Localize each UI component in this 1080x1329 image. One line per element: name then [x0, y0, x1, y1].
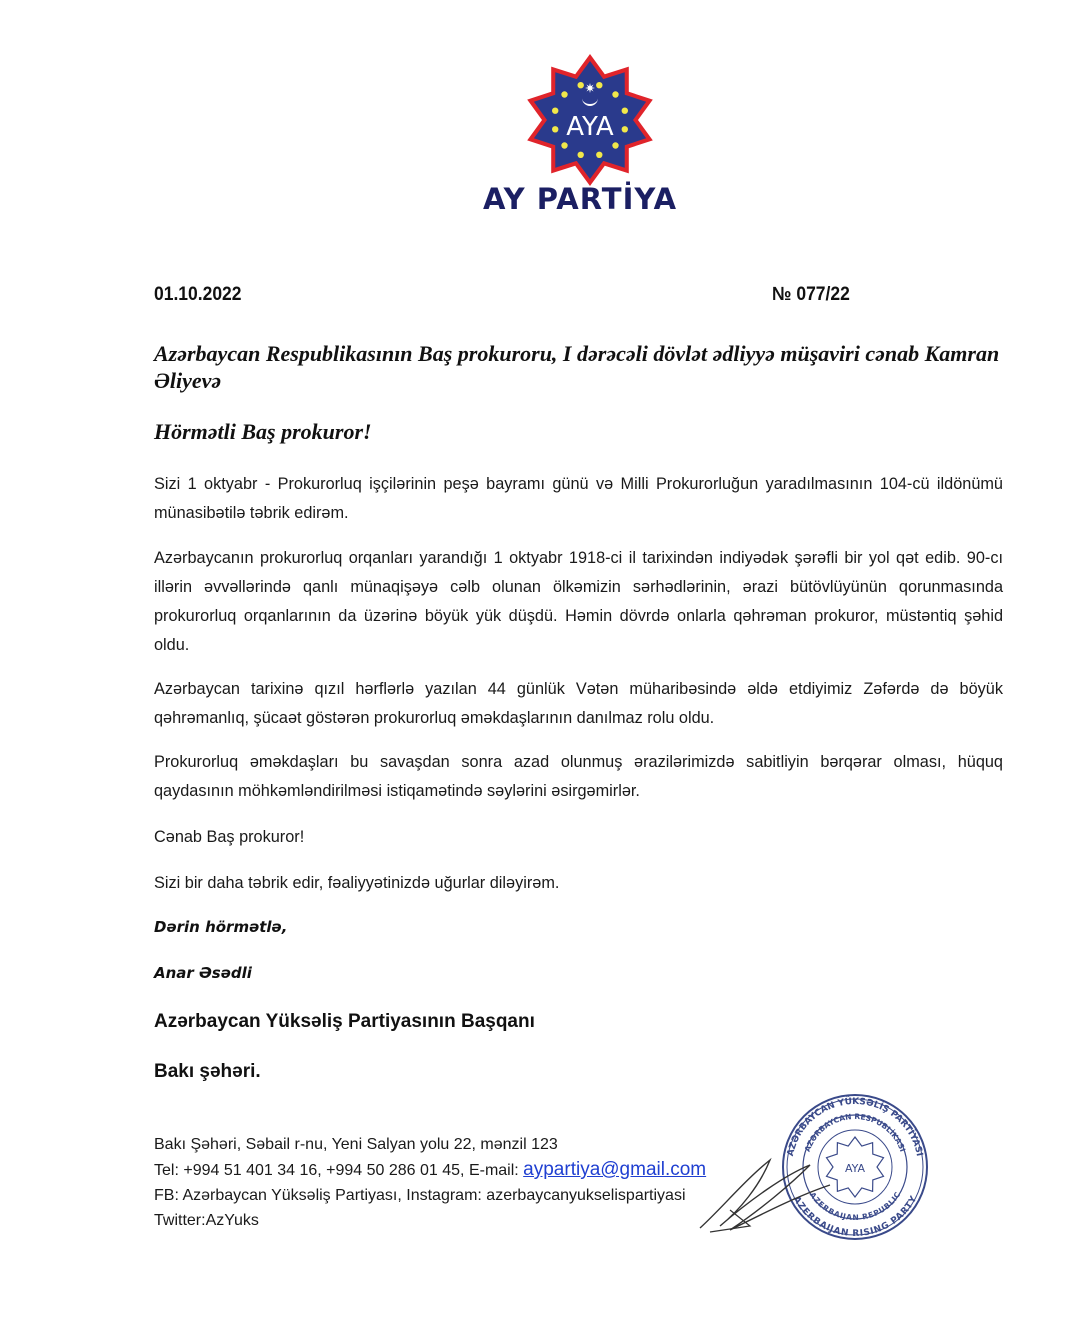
logo-dot	[552, 108, 558, 114]
signer-city: Bakı şəhəri.	[154, 1061, 261, 1082]
document-number: № 077/22	[772, 284, 850, 305]
logo-dot	[552, 126, 558, 132]
stamp-inner-top: AZƏRBAYCAN RESPUBLİKASI	[802, 1111, 908, 1153]
logo-dot	[612, 91, 618, 97]
party-logo-star-icon	[500, 50, 680, 190]
footer-address: Bakı Şəhəri, Səbail r-nu, Yeni Salyan yolu 22, mənzil 123	[154, 1136, 558, 1153]
signer-title: Azərbaycan Yüksəliş Partiyasının Başqanı	[154, 1011, 535, 1032]
body-paragraph: Sizi 1 oktyabr - Prokurorluq işçilərinin peşə bayramı günü və Milli Prokurorluğun yaradılmasının 104-cü ildönümü münasibətilə təbrik edirəm.	[154, 475, 1003, 522]
body-paragraph: Azərbaycanın prokurorluq orqanları yarandığı 1 oktyabr 1918-ci il tarixindən indiyədək şərəfli bir yol qət edib. 90-cı illərin əvvəllərində qanlı münaqişəyə cəlb olunan ölkəmizin sərhədlərinin, ərazi bütövlüyünün qorunmasında prokurorluq orqanlarının da üzərinə böyük yük düşdü. Həmin dövrdə onlarla qəhrəman prokuror, müstəntiq şəhid oldu.	[154, 549, 1003, 654]
logo-dot	[622, 108, 628, 114]
logo-dot	[561, 91, 567, 97]
logo-dot	[596, 152, 602, 158]
addressee: Azərbaycan Respublikasının Baş prokuroru, I dərəcəli dövlət ədliyyə müşaviri cənab Kamran Əliyevə	[154, 341, 1000, 393]
stamp-inner-bottom: AZERBAIJAN REPUBLIC	[807, 1190, 903, 1223]
closing-regards: Dərin hörmətlə,	[154, 918, 288, 936]
email-link[interactable]: aypartiya@gmail.com	[523, 1159, 707, 1180]
logo-dot	[578, 152, 584, 158]
body-paragraph: Azərbaycan tarixinə qızıl hərflərlə yazılan 44 günlük Vətən müharibəsində əldə etdiyimiz Zəfərdə də böyük qəhrəmanlıq, şücaət göstərən prokurorluq əməkdaşlarının danılmaz rolu oldu.	[154, 680, 1003, 727]
logo-dot	[612, 142, 618, 148]
body-paragraph: Prokurorluq əməkdaşları bu savaşdan sonra azad olunmuş ərazilərimizdə sabitliyin bərqərar olması, hüquq qaydasının möhkəmləndirilməsi istiqamətində səylərini əsirgəmirlər.	[154, 753, 1003, 800]
logo-small-star	[585, 83, 595, 93]
handwritten-signature-icon	[690, 1140, 850, 1240]
logo-letters: AYA	[566, 112, 614, 142]
signer-name: Anar Əsədli	[154, 964, 252, 982]
body-paragraph: Cənab Baş prokuror!	[154, 828, 305, 846]
stamp-outer-top: AZƏRBAYCAN YÜKSƏLİŞ PARTİYASI	[785, 1096, 925, 1158]
logo-dot	[561, 142, 567, 148]
stamp-outer-bottom: AZERBAIJAN RISING PARTY	[790, 1194, 920, 1240]
footer-twitter: Twitter:AzYuks	[154, 1212, 259, 1229]
footer-tel: Tel: +994 51 401 34 16, +994 50 286 01 45, E-mail:	[154, 1162, 524, 1179]
document-date: 01.10.2022	[154, 284, 242, 305]
footer-social: FB: Azərbaycan Yüksəliş Partiyası, Instagram: azerbaycanyukselispartiyasi	[154, 1187, 686, 1204]
logo-dot	[578, 82, 584, 88]
party-name-title: AY PARTİYA	[482, 182, 678, 216]
contact-footer	[154, 1132, 706, 1233]
body-paragraph: Sizi bir daha təbrik edir, fəaliyyətinizdə uğurlar diləyirəm.	[154, 874, 560, 892]
logo-dot	[622, 126, 628, 132]
stamp-center-letters: AYA	[844, 1162, 866, 1175]
footer-contacts	[154, 1157, 706, 1183]
salutation: Hörmətli Baş prokuror!	[154, 419, 372, 444]
logo-dot	[596, 82, 602, 88]
